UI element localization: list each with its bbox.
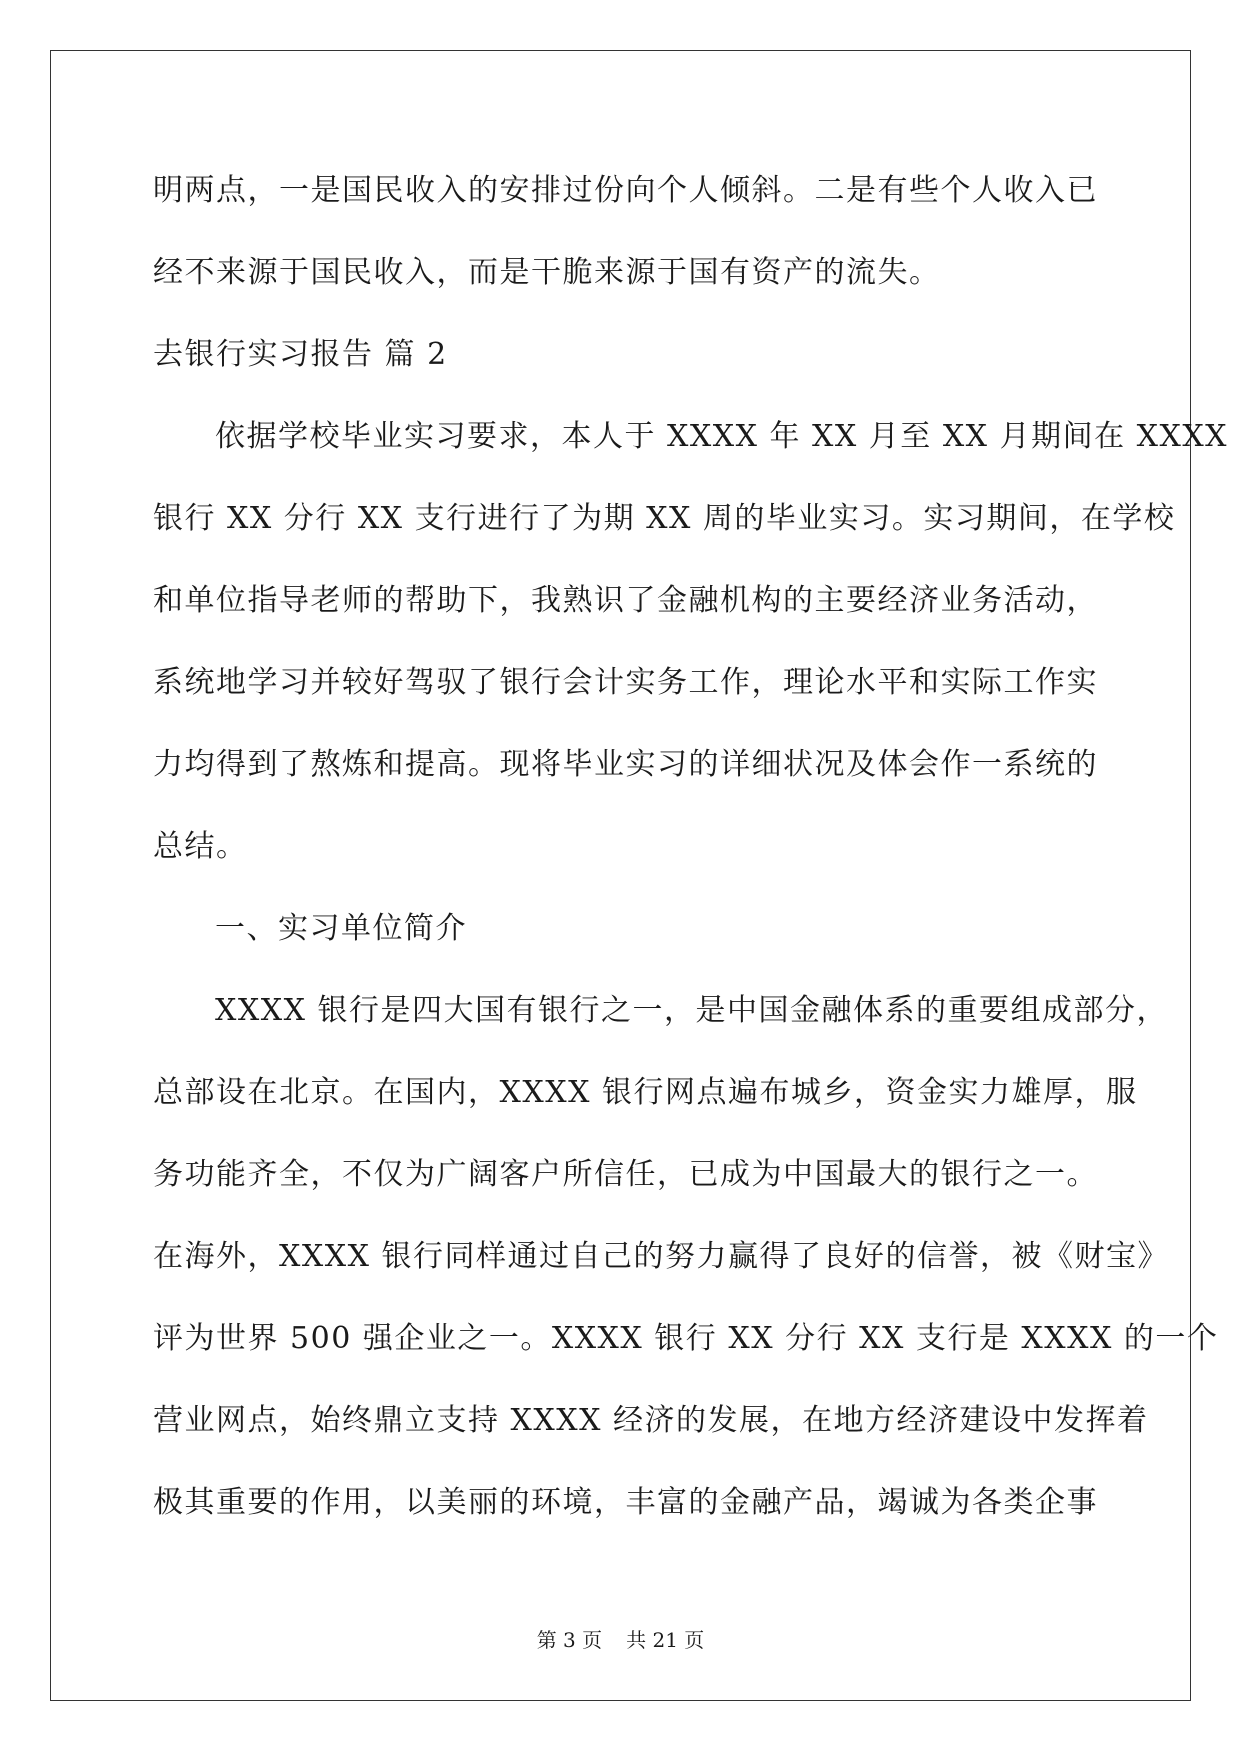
text-line: 银行 XX 分行 XX 支行进行了为期 XX 周的毕业实习。实习期间，在学校 xyxy=(153,501,1176,536)
section-heading: 去银行实习报告 篇 2 xyxy=(153,337,448,372)
document-body xyxy=(153,160,1229,1554)
text-line: 总结。 xyxy=(153,829,248,864)
text-line: 经不来源于国民收入，而是干脆来源于国有资产的流失。 xyxy=(153,255,941,290)
text-line: 极其重要的作用，以美丽的环境，丰富的金融产品，竭诚为各类企事 xyxy=(153,1485,1098,1520)
text-line: 务功能齐全，不仅为广阔客户所信任，已成为中国最大的银行之一。 xyxy=(153,1157,1098,1192)
text-line: 系统地学习并较好驾驭了银行会计实务工作，理论水平和实际工作实 xyxy=(153,665,1098,700)
text-line: XXXX 银行是四大国有银行之一，是中国金融体系的重要组成部分， xyxy=(215,993,1168,1028)
text-line: 明两点，一是国民收入的安排过份向个人倾斜。二是有些个人收入已 xyxy=(153,173,1098,208)
text-line: 依据学校毕业实习要求，本人于 XXXX 年 XX 月至 XX 月期间在 XXXX xyxy=(215,419,1229,454)
page-footer xyxy=(0,1626,1241,1654)
page-number: 第 3 页 xyxy=(536,1628,603,1652)
text-line: 在海外，XXXX 银行同样通过自己的努力赢得了良好的信誉，被《财宝》 xyxy=(153,1239,1169,1274)
text-line: 营业网点，始终鼎立支持 XXXX 经济的发展，在地方经济建设中发挥着 xyxy=(153,1403,1149,1438)
text-line: 评为世界 500 强企业之一。XXXX 银行 XX 分行 XX 支行是 XXXX 的一个 xyxy=(153,1321,1219,1356)
text-line: 和单位指导老师的帮助下，我熟识了金融机构的主要经济业务活动， xyxy=(153,583,1098,618)
text-line: 总部设在北京。在国内，XXXX 银行网点遍布城乡，资金实力雄厚，服 xyxy=(153,1075,1138,1110)
text-line: 力均得到了熬炼和提高。现将毕业实习的详细状况及体会作一系统的 xyxy=(153,747,1098,782)
subsection-title: 一、实习单位简介 xyxy=(215,911,467,946)
page-total: 共 21 页 xyxy=(626,1628,705,1652)
